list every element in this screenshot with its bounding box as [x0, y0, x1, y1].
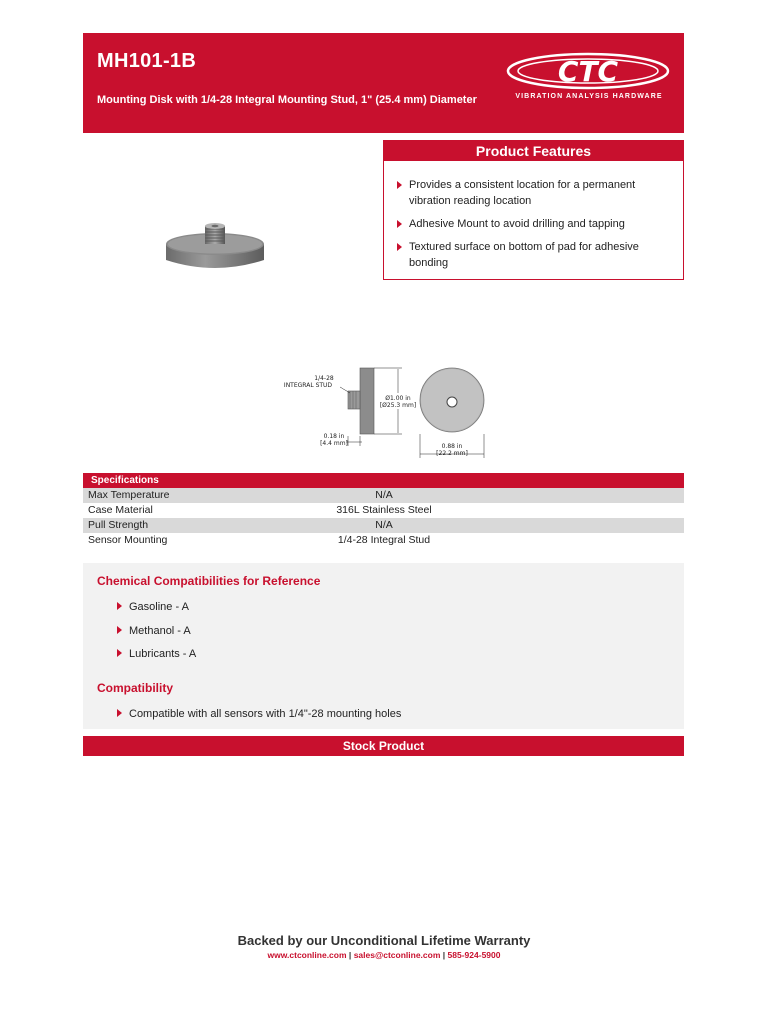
- bullet-arrow-icon: [397, 220, 402, 228]
- stud-label-2: INTEGRAL STUD: [283, 382, 333, 389]
- bullet-arrow-icon: [117, 649, 122, 657]
- spec-value: N/A: [375, 489, 393, 501]
- compatibility-item: Compatible with all sensors with 1/4"-28 mounting holes: [129, 708, 402, 720]
- list-item: [384, 239, 675, 271]
- flat-label-2: [22.2 mm]: [436, 450, 468, 457]
- bullet-arrow-icon: [397, 181, 402, 189]
- list-item: [129, 624, 191, 638]
- feature-text: Provides a consistent location for a permanent vibration reading location: [409, 179, 636, 207]
- list-item: [129, 600, 189, 614]
- spec-value: N/A: [375, 519, 393, 531]
- compatibility-title: Compatibility: [97, 681, 174, 695]
- separator: |: [442, 950, 446, 960]
- chemical-compat-title: Chemical Compatibilities for Reference: [97, 574, 321, 588]
- features-list: [384, 161, 683, 271]
- list-item: [129, 707, 401, 721]
- list-item: [384, 177, 675, 209]
- mounting-disk-photo: [160, 218, 270, 278]
- flat-label-1: 0.88 in: [441, 443, 463, 450]
- bullet-arrow-icon: [117, 602, 122, 610]
- specifications-title: Specifications: [83, 473, 684, 488]
- product-features-panel: [383, 140, 684, 280]
- spec-label: Max Temperature: [88, 489, 170, 501]
- separator: |: [348, 950, 352, 960]
- spec-label: Case Material: [88, 504, 153, 516]
- spec-label: Sensor Mounting: [88, 534, 168, 546]
- specifications-table: [83, 473, 684, 548]
- feature-text: Textured surface on bottom of pad for adhesive bonding: [409, 241, 639, 269]
- email-link[interactable]: sales@ctconline.com: [353, 950, 441, 960]
- technical-drawing: [276, 360, 492, 464]
- feature-text: Adhesive Mount to avoid drilling and tapping: [409, 218, 625, 230]
- product-title: MH101-1B: [97, 50, 197, 72]
- product-subtitle: Mounting Disk with 1/4-28 Integral Mounting Stud, 1" (25.4 mm) Diameter: [97, 94, 477, 106]
- stock-product-banner: Stock Product: [83, 736, 684, 756]
- bullet-arrow-icon: [397, 243, 402, 251]
- website-link[interactable]: www.ctconline.com: [267, 950, 347, 960]
- diameter-label-1: Ø1.00 in: [385, 395, 411, 402]
- chemical-item: Gasoline - A: [129, 601, 189, 613]
- chemical-item: Methanol - A: [129, 625, 191, 637]
- list-item: [129, 647, 196, 661]
- thickness-label-2: [4.4 mm]: [320, 440, 348, 447]
- table-row: [83, 488, 684, 503]
- thickness-label-1: 0.18 in: [323, 433, 345, 440]
- logo-tagline: VIBRATION ANALYSIS HARDWARE: [515, 93, 663, 100]
- header-banner: [83, 33, 684, 133]
- spec-value: 1/4-28 Integral Stud: [337, 534, 431, 546]
- chemical-item: Lubricants - A: [129, 648, 197, 660]
- compatibility-panel: [83, 563, 684, 729]
- warranty-text: Backed by our Unconditional Lifetime Warranty: [237, 933, 531, 948]
- logo-text: CTC: [557, 55, 619, 88]
- table-row: [83, 503, 684, 518]
- spec-label: Pull Strength: [88, 519, 149, 531]
- stud-label-1: 1/4-28: [314, 375, 334, 382]
- bullet-arrow-icon: [117, 626, 122, 634]
- diameter-label-2: [Ø25.3 mm]: [379, 402, 417, 409]
- spec-value: 316L Stainless Steel: [336, 504, 432, 516]
- bullet-arrow-icon: [117, 709, 122, 717]
- list-item: [384, 216, 675, 232]
- table-row: [83, 518, 684, 533]
- table-row: [83, 533, 684, 548]
- features-title: Product Features: [384, 141, 683, 161]
- contact-line: [0, 950, 768, 960]
- phone-number: 585-924-5900: [447, 950, 501, 960]
